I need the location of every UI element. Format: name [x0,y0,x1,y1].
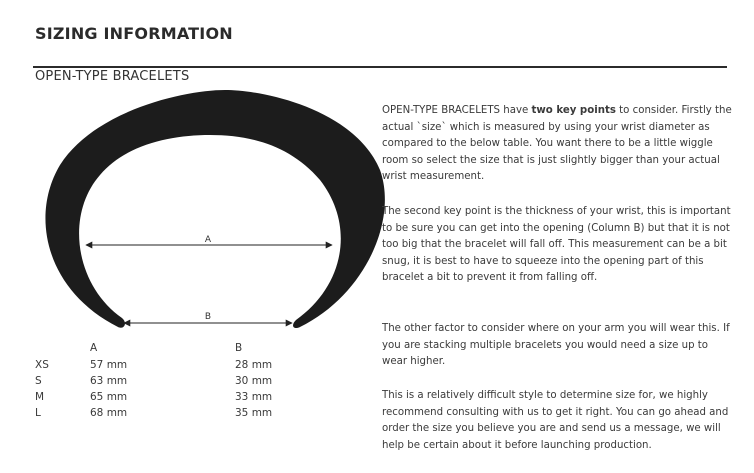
size-label: XS [35,359,49,371]
bracelet-shape [45,90,384,328]
size-a-value: 65 mm [90,391,128,403]
description-text-2: The second key point is the thickness of your wrist, this is important to be sure you can get into the opening (Column B) but that it is not too big that the bracelet will fall off. This measurement can be a bit snug, it is best to have to squeeze into the opening part of this bracelet a bit to prevent it from falling off. [382,206,731,284]
size-label: M [35,391,45,403]
description-text-3: The other factor to consider where on your arm you will wear this. If you are stacking multiple bracelets you would need a size up to wear higher. [382,323,730,368]
size-a-value: 57 mm [90,359,128,371]
measure-label-b: B [204,312,212,322]
size-b-value: 30 mm [235,375,273,387]
measure-label-a: A [204,235,212,245]
size-label: S [35,375,42,387]
section-title: OPEN-TYPE BRACELETS [35,69,190,84]
description-lead-text: OPEN-TYPE BRACELETS have [382,105,532,116]
column-header-a: A [90,342,98,354]
description-paragraph-1 [382,103,732,186]
description-emphasis: two key points [531,105,616,116]
description-paragraph-4 [382,388,732,454]
description-text-4: This is a relatively difficult style to determine size for, we highly recommend consulting with us to get it right. You can go ahead and order the size you believe you are and send us a message, we will help be certain about it before launching production. [382,390,729,451]
size-b-value: 33 mm [235,391,273,403]
description-paragraph-2 [382,204,732,287]
size-a-value: 63 mm [90,375,128,387]
description-paragraph-3 [382,321,732,371]
size-label: L [35,407,41,419]
size-a-value: 68 mm [90,407,128,419]
column-header-b: B [235,342,243,354]
size-b-value: 35 mm [235,407,273,419]
page-title: SIZING INFORMATION [35,24,233,43]
size-b-value: 28 mm [235,359,273,371]
description-rest-text: to consider. Firstly the actual `size` which is measured by using your wrist diameter as compared to the below table. You want there to be a little wiggle room so select the size that is just slightly bigger than your actual wrist measurement. [382,105,732,183]
